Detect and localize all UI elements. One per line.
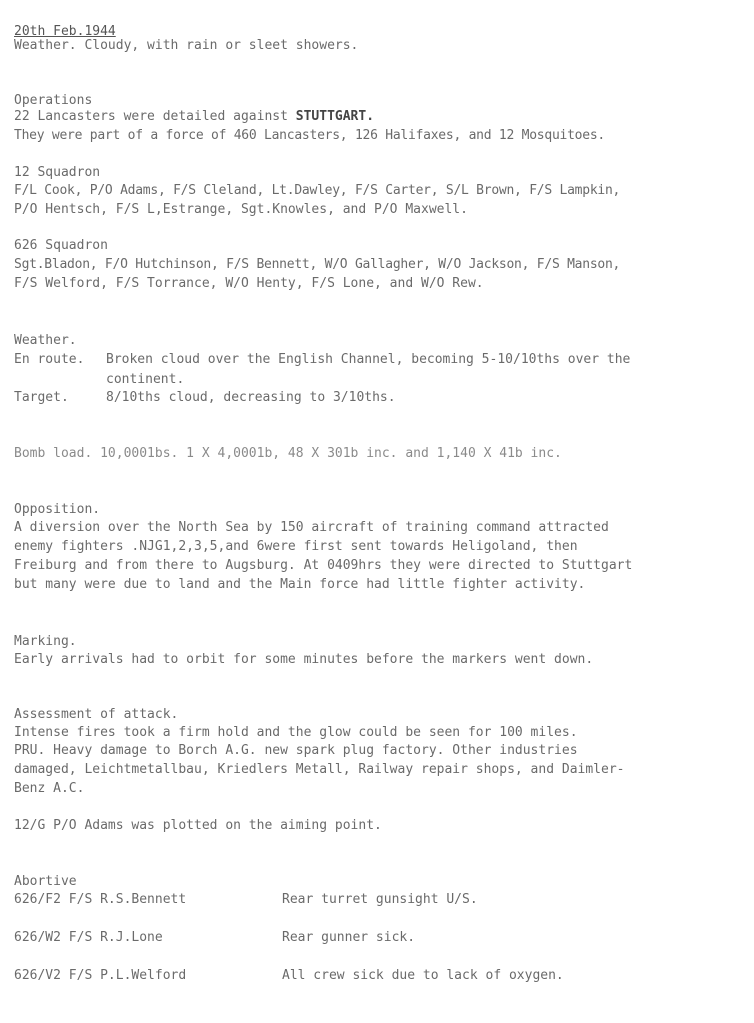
abortive-heading: Abortive (14, 874, 77, 889)
assessment-line-3: damaged, Leichtmetallbau, Kriedlers Metall, Railway repair shops, and Daimler- (14, 762, 625, 777)
assessment-heading: Assessment of attack. (14, 707, 179, 722)
opposition-line-1: A diversion over the North Sea by 150 aircraft of training command attracted (14, 520, 609, 535)
bomb-load: Bomb load. 10,0001bs. 1 X 4,0001b, 48 X 301b inc. and 1,140 X 41b inc. (14, 446, 562, 461)
weather-enroute-text-1: Broken cloud over the English Channel, becoming 5-10/10ths over the (106, 352, 631, 367)
operations-line-1 (14, 109, 374, 125)
weather-target-text: 8/10ths cloud, decreasing to 3/10ths. (106, 390, 396, 405)
assessment-line-1: Intense fires took a firm hold and the glow could be seen for 100 miles. (14, 725, 578, 740)
weather-enroute-text-2: continent. (106, 372, 185, 387)
operations-line-1-text: 22 Lancasters were detailed against (14, 109, 296, 124)
abortive-crew-1: 626/F2 F/S R.S.Bennett (14, 892, 187, 907)
marking-line-1: Early arrivals had to orbit for some minutes before the markers went down. (14, 652, 594, 667)
opposition-heading: Opposition. (14, 502, 101, 517)
abortive-crew-2: 626/W2 F/S R.J.Lone (14, 930, 163, 945)
operations-target: STUTTGART. (295, 109, 375, 124)
abortive-reason-3: All crew sick due to lack of oxygen. (282, 968, 564, 983)
squadron-626-crew-line-1: Sgt.Bladon, F/O Hutchinson, F/S Bennett, W/O Gallagher, W/O Jackson, F/S Manson, (14, 257, 621, 272)
squadron-12-crew-line-1: F/L Cook, P/O Adams, F/S Cleland, Lt.Dawley, F/S Carter, S/L Brown, F/S Lampkin, (14, 183, 621, 198)
assessment-line-2: PRU. Heavy damage to Borch A.G. new spark plug factory. Other industries (14, 743, 578, 758)
squadron-12-crew-line-2: P/O Hentsch, F/S L,Estrange, Sgt.Knowles, and P/O Maxwell. (14, 202, 468, 217)
squadron-626-crew-line-2: F/S Welford, F/S Torrance, W/O Henty, F/S Lone, and W/O Rew. (14, 276, 484, 291)
opposition-line-3: Freiburg and from there to Augsburg. At 0409hrs they were directed to Stuttgart (14, 558, 633, 573)
squadron-626-heading: 626 Squadron (14, 238, 108, 253)
assessment-line-4: Benz A.C. (14, 781, 85, 796)
weather-target-label: Target. (14, 390, 69, 405)
abortive-reason-1: Rear turret gunsight U/S. (282, 892, 478, 907)
opposition-line-4: but many were due to land and the Main force had little fighter activity. (14, 577, 586, 592)
abortive-crew-3: 626/V2 F/S P.L.Welford (14, 968, 187, 983)
squadron-12-heading: 12 Squadron (14, 165, 101, 180)
opposition-line-2: enemy fighters .NJG1,2,3,5,and 6were first sent towards Heligoland, then (14, 539, 578, 554)
weather-summary: Weather. Cloudy, with rain or sleet showers. (14, 38, 359, 53)
marking-heading: Marking. (14, 634, 77, 649)
weather-enroute-label: En route. (14, 352, 85, 367)
weather-heading: Weather. (14, 333, 77, 348)
operations-line-2: They were part of a force of 460 Lancasters, 126 Halifaxes, and 12 Mosquitoes. (14, 128, 605, 143)
operations-heading: Operations (14, 93, 93, 108)
entry-date: 20th Feb.1944 (14, 24, 116, 39)
assessment-plotted: 12/G P/O Adams was plotted on the aiming point. (14, 818, 382, 833)
abortive-reason-2: Rear gunner sick. (282, 930, 416, 945)
